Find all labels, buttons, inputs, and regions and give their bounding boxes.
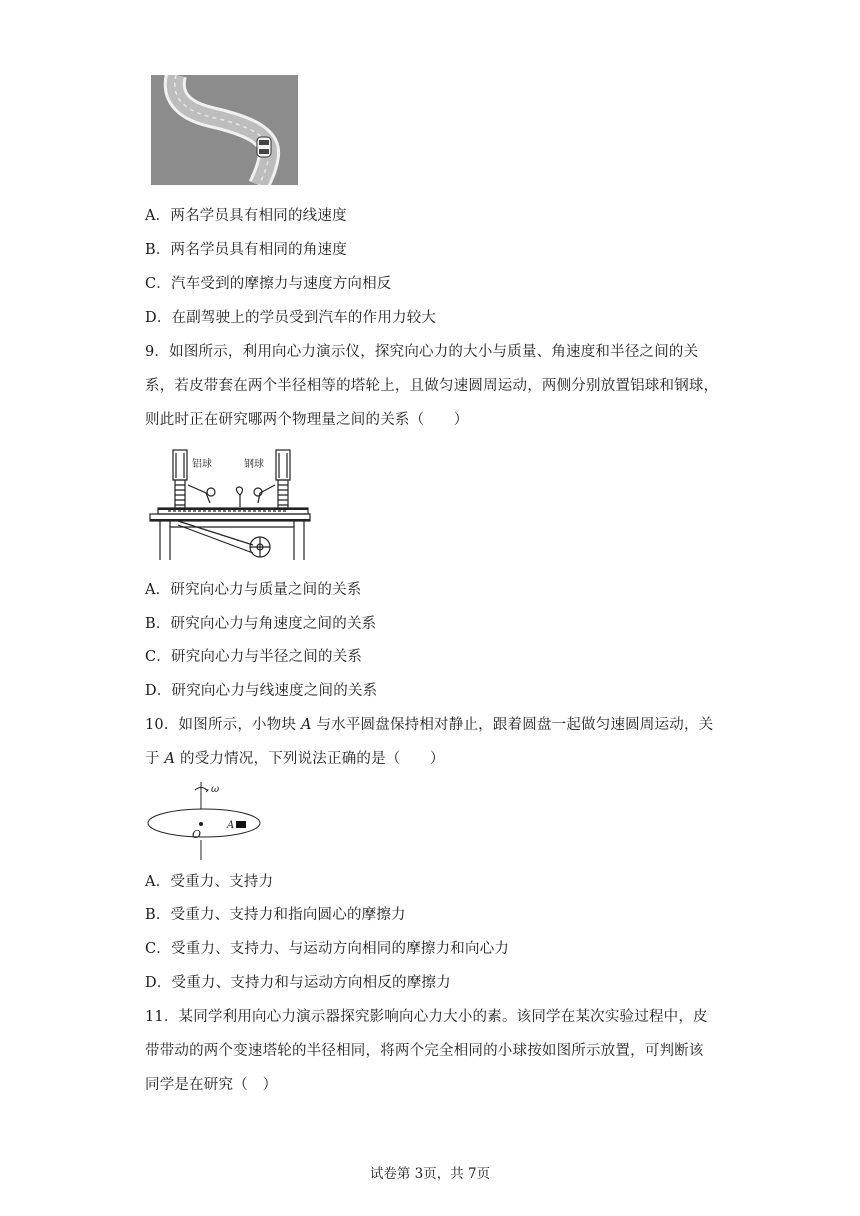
q11-stem-line2: 带带动的两个变速塔轮的半径相同，将两个完全相同的小球按如图所示放置，可判断该 bbox=[145, 1043, 704, 1059]
q10-var-a: A bbox=[300, 717, 312, 733]
q9-option-c: C．研究向心力与半径之间的关系 bbox=[145, 649, 363, 665]
q9-option-a: A．研究向心力与质量之间的关系 bbox=[145, 582, 362, 598]
q9-option-b: B．研究向心力与角速度之间的关系 bbox=[145, 616, 377, 632]
q10-option-a: A．受重力、支持力 bbox=[145, 874, 274, 890]
page-footer: 试卷第 3页，共 7页 bbox=[369, 1166, 491, 1182]
centripetal-demonstrator-figure bbox=[148, 445, 313, 565]
road-figure bbox=[151, 75, 298, 185]
q10-option-b: B．受重力、支持力和指向圆心的摩擦力 bbox=[145, 907, 406, 923]
q10-stem-line1-a: 10．如图所示，小物块 bbox=[145, 717, 301, 733]
q10-option-c: C．受重力、支持力、与运动方向相同的摩擦力和向心力 bbox=[145, 941, 510, 957]
q9-stem-line2: 系，若皮带套在两个半径相等的塔轮上，且做匀速圆周运动，两侧分别放置铝球和钢球， bbox=[145, 378, 719, 394]
q8-option-c: C．汽车受到的摩擦力与速度方向相反 bbox=[145, 276, 392, 292]
q10-var-a2: A bbox=[164, 751, 176, 767]
aluminum-ball-label: 铝球 bbox=[192, 459, 212, 470]
q10-option-d: D．受重力、支持力和与运动方向相反的摩擦力 bbox=[145, 975, 451, 991]
q9-stem-line1: 9．如图所示，利用向心力演示仪，探究向心力的大小与质量、角速度和半径之间的关 bbox=[145, 344, 699, 360]
steel-ball-label: 钢球 bbox=[244, 459, 264, 470]
q8-option-b: B．两名学员具有相同的角速度 bbox=[145, 242, 347, 258]
q8-option-d: D．在副驾驶上的学员受到汽车的作用力较大 bbox=[145, 310, 437, 326]
q9-stem-line3: 则此时正在研究哪两个物理量之间的关系（ ） bbox=[145, 412, 469, 428]
q9-option-d: D．研究向心力与线速度之间的关系 bbox=[145, 683, 378, 699]
rotating-disc-figure bbox=[145, 780, 265, 862]
q10-stem-line1 bbox=[145, 715, 713, 735]
q10-stem-line2-b: 的受力情况，下列说法正确的是（ ） bbox=[175, 751, 445, 767]
block-a-label: A bbox=[227, 820, 235, 831]
q10-stem-line2-a: 于 bbox=[145, 751, 165, 767]
q10-stem-line2 bbox=[145, 749, 445, 769]
car-icon bbox=[257, 137, 271, 157]
q11-stem-line1: 11．某同学利用向心力演示器探究影响向心力大小的素。该同学在某次实验过程中，皮 bbox=[145, 1009, 708, 1025]
q10-stem-line1-b: 与水平圆盘保持相对静止，跟着圆盘一起做匀速圆周运动，关 bbox=[311, 717, 714, 733]
q8-option-a: A．两名学员具有相同的线速度 bbox=[145, 208, 347, 224]
center-o-label: O bbox=[192, 828, 202, 841]
omega-label: ω bbox=[211, 784, 220, 795]
q11-stem-line3: 同学是在研究（ ） bbox=[145, 1077, 278, 1093]
